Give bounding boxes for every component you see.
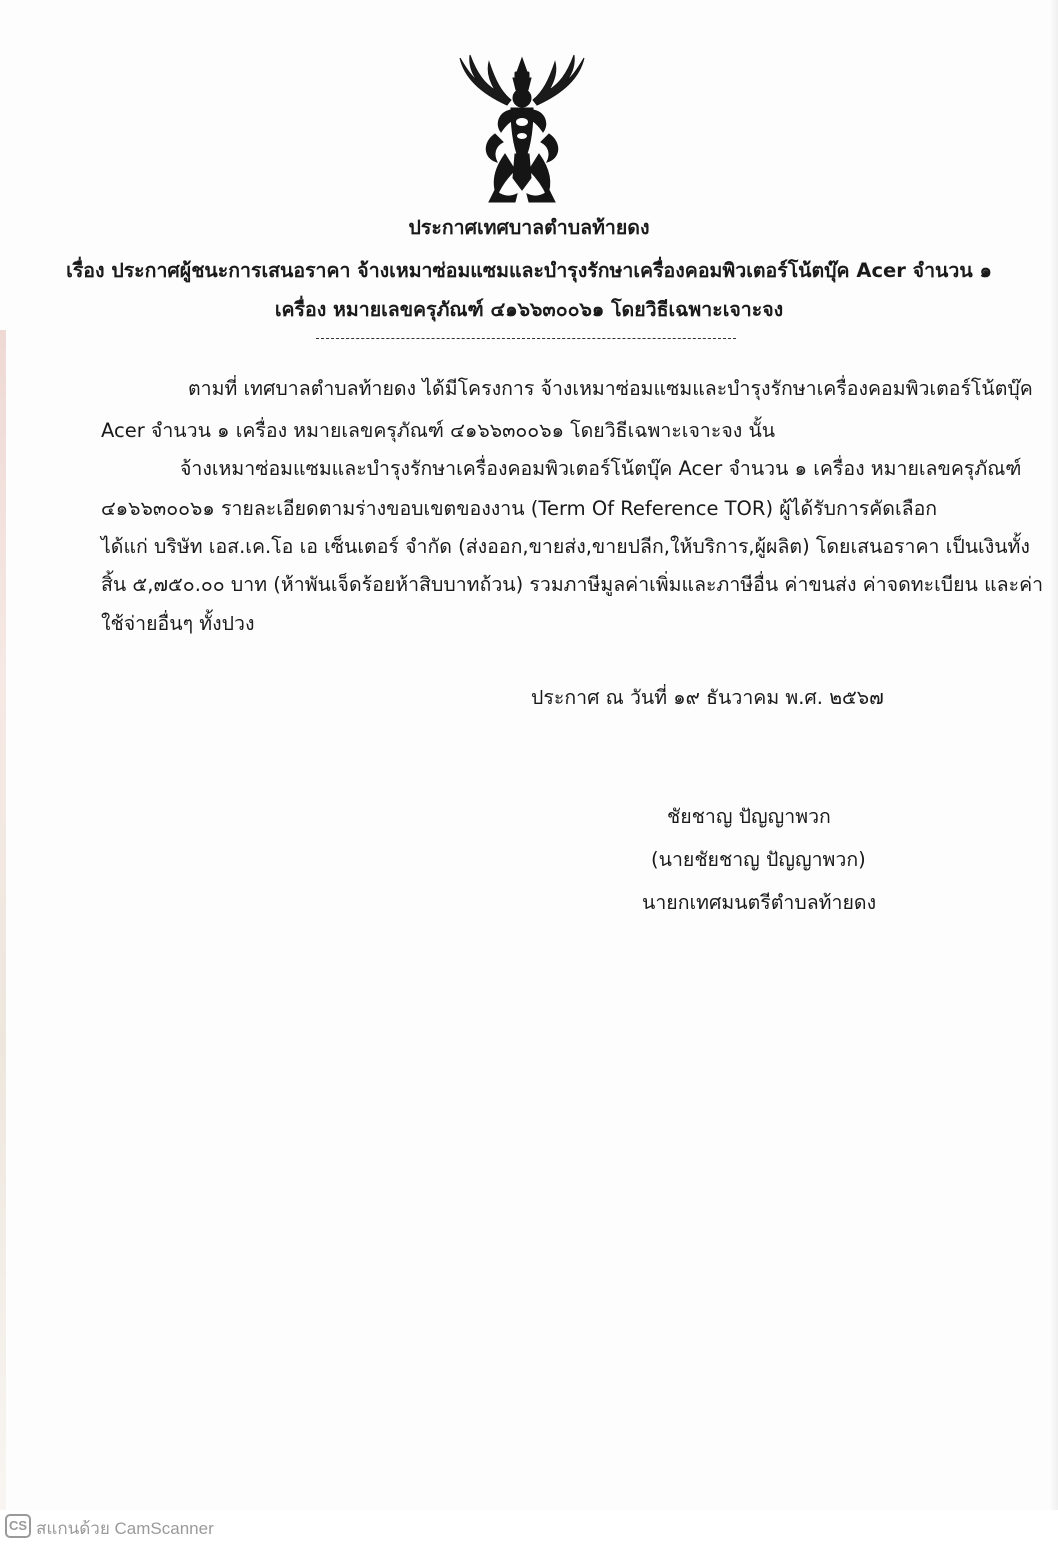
subject-line-2: เครื่อง หมายเลขครุภัณฑ์ ๔๑๖๖๓๐๐๖๑ โดยวิธีเฉพาะเจาะจง [274, 298, 784, 321]
camscanner-logo-icon: CS [5, 1514, 31, 1538]
paragraph-1-line-1: ตามที่ เทศบาลตำบลท้ายดง ได้มีโครงการ จ้างเหมาซ่อมแซมและบำรุงรักษาเครื่องคอมพิวเตอร์โน้ตบุ๊ค [188, 377, 1033, 400]
paragraph-2-line-1: จ้างเหมาซ่อมแซมและบำรุงรักษาเครื่องคอมพิวเตอร์โน้ตบุ๊ค Acer จำนวน ๑ เครื่อง หมายเลขครุภัณฑ์ [180, 457, 1022, 480]
signatory-position: นายกเทศมนตรีตำบลท้ายดง [642, 891, 877, 914]
garuda-emblem-icon [455, 50, 590, 205]
signatory-full-name: (นายชัยชาญ ปัญญาพวก) [651, 848, 866, 871]
announcement-title: ประกาศเทศบาลตำบลท้ายดง [408, 216, 650, 239]
paragraph-2-line-4: สิ้น ๕,๗๕๐.๐๐ บาท (ห้าพันเจ็ดร้อยห้าสิบบาทถ้วน) รวมภาษีมูลค่าเพิ่มและภาษีอื่น ค่าขนส่ง ค่าจดทะเบียน และค่า [101, 573, 1044, 596]
scan-edge-left [0, 330, 6, 1530]
paragraph-2-line-3: ได้แก่ บริษัท เอส.เค.โอ เอ เซ็นเตอร์ จำกัด (ส่งออก,ขายส่ง,ขายปลีก,ให้บริการ,ผู้ผลิต) โดยเสนอราคา เป็นเงินทั้ง [101, 535, 1030, 558]
signature-name: ชัยชาญ ปัญญาพวก [667, 805, 831, 828]
paragraph-1-line-2: Acer จำนวน ๑ เครื่อง หมายเลขครุภัณฑ์ ๔๑๖๖๓๐๐๖๑ โดยวิธีเฉพาะเจาะจง นั้น [101, 419, 776, 442]
separator-line [316, 338, 736, 339]
announcement-date: ประกาศ ณ วันที่ ๑๙ ธันวาคม พ.ศ. ๒๕๖๗ [531, 686, 884, 709]
paragraph-2-line-2: ๔๑๖๖๓๐๐๖๑ รายละเอียดตามร่างขอบเขตของงาน (Term Of Reference TOR) ผู้ได้รับการคัดเลือก [101, 497, 938, 520]
subject-line-1: เรื่อง ประกาศผู้ชนะการเสนอราคา จ้างเหมาซ่อมแซมและบำรุงรักษาเครื่องคอมพิวเตอร์โน้ตบุ๊ค Acer จำนวน ๑ [66, 259, 992, 282]
camscanner-watermark: สแกนด้วย CamScanner [36, 1519, 214, 1538]
paragraph-2-line-5: ใช้จ่ายอื่นๆ ทั้งปวง [101, 612, 255, 635]
